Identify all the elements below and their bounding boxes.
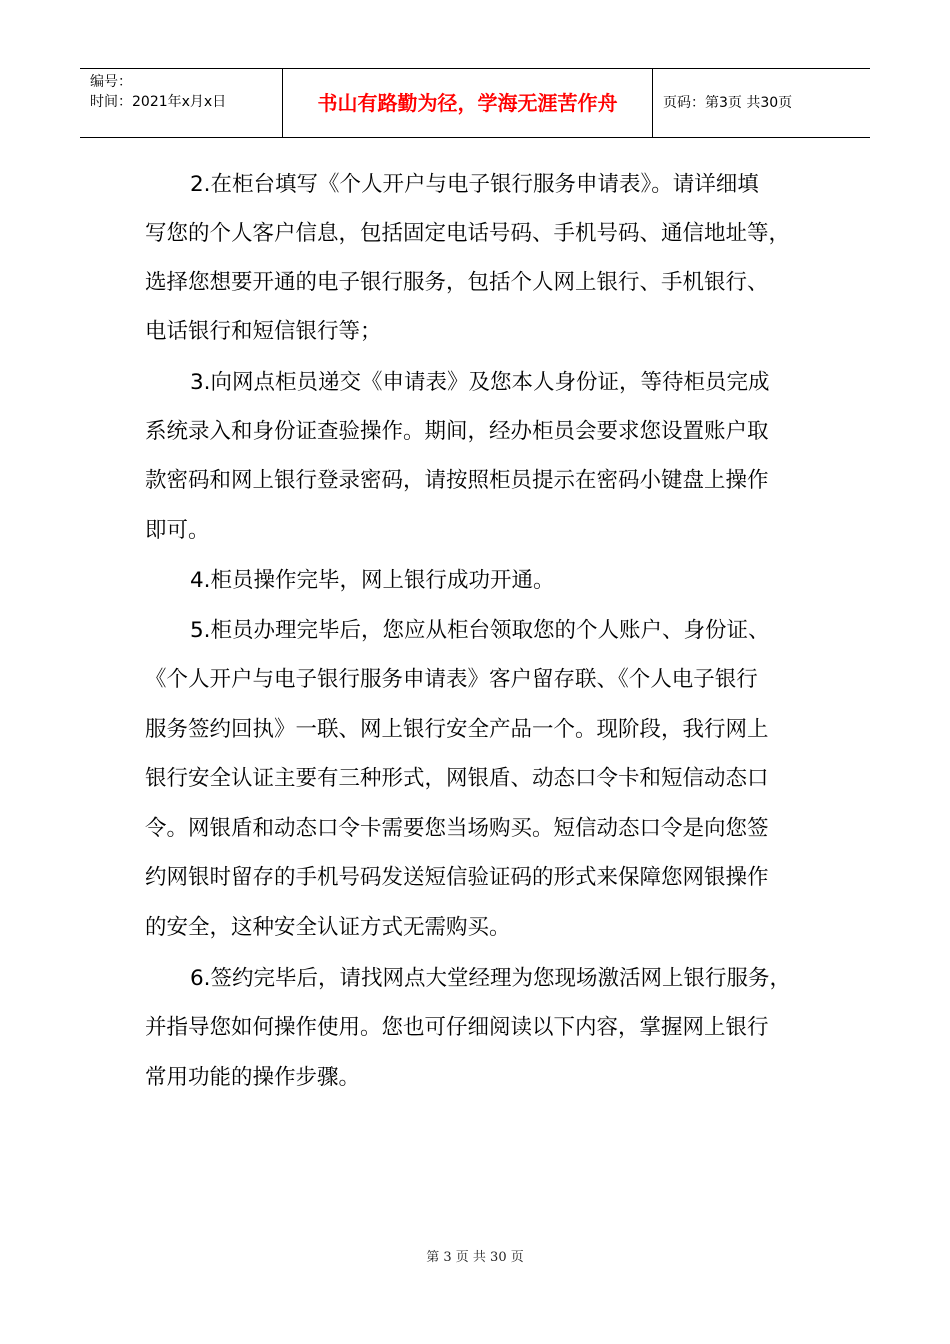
header-motto: 书山有路勤为径，学海无涯苦作舟 [317, 91, 618, 115]
header-motto-cell [283, 69, 653, 137]
paragraph-5-line-4: 银行安全认证主要有三种形式，网银盾、动态口令卡和短信动态口 [145, 766, 769, 791]
paragraph-4-line-1: 4.柜员操作完毕，网上银行成功开通。 [190, 568, 555, 593]
paragraph-6-line-2: 并指导您如何操作使用。您也可仔细阅读以下内容，掌握网上银行 [145, 1015, 769, 1040]
paragraph-2-line-1: 2.在柜台填写《个人开户与电子银行服务申请表》。请详细填 [190, 172, 759, 197]
paragraph-2-line-2: 写您的个人客户信息，包括固定电话号码、手机号码、通信地址等， [145, 221, 791, 246]
paragraph-2-line-4: 电话银行和短信银行等； [145, 319, 382, 344]
header-meta-cell [80, 69, 283, 137]
document-time-label: 时间：2021年x月x日 [90, 94, 227, 110]
document-header [80, 68, 870, 138]
paragraph-5-line-5: 令。网银盾和动态口令卡需要您当场购买。短信动态口令是向您签 [145, 816, 769, 841]
paragraph-5-line-7: 的安全，这种安全认证方式无需购买。 [145, 915, 511, 940]
paragraph-3-line-4: 即可。 [145, 518, 210, 543]
paragraph-5-line-1: 5.柜员办理完毕后，您应从柜台领取您的个人账户、身份证、 [190, 618, 770, 643]
paragraph-5-line-6: 约网银时留存的手机号码发送短信验证码的形式来保障您网银操作 [145, 865, 769, 890]
paragraph-3-line-3: 款密码和网上银行登录密码，请按照柜员提示在密码小键盘上操作 [145, 468, 769, 493]
paragraph-5-line-3: 服务签约回执》一联、网上银行安全产品一个。现阶段，我行网上 [145, 717, 769, 742]
paragraph-6-line-3: 常用功能的操作步骤。 [145, 1065, 361, 1090]
paragraph-2-line-3: 选择您想要开通的电子银行服务，包括个人网上银行、手机银行、 [145, 270, 769, 295]
page-footer: 第 3 页 共 30 页 [426, 1250, 524, 1265]
paragraph-3-line-2: 系统录入和身份证查验操作。期间，经办柜员会要求您设置账户取 [145, 419, 769, 444]
paragraph-5-line-2: 《个人开户与电子银行服务申请表》客户留存联、《个人电子银行 [145, 667, 758, 692]
paragraph-6-line-1: 6.签约完毕后，请找网点大堂经理为您现场激活网上银行服务， [190, 966, 792, 991]
header-page-info: 页码：第3页 共30页 [663, 95, 793, 111]
header-page-cell [653, 69, 870, 137]
paragraph-3-line-1: 3.向网点柜员递交《申请表》及您本人身份证，等待柜员完成 [190, 370, 770, 395]
document-code-label: 编号： [90, 74, 132, 90]
